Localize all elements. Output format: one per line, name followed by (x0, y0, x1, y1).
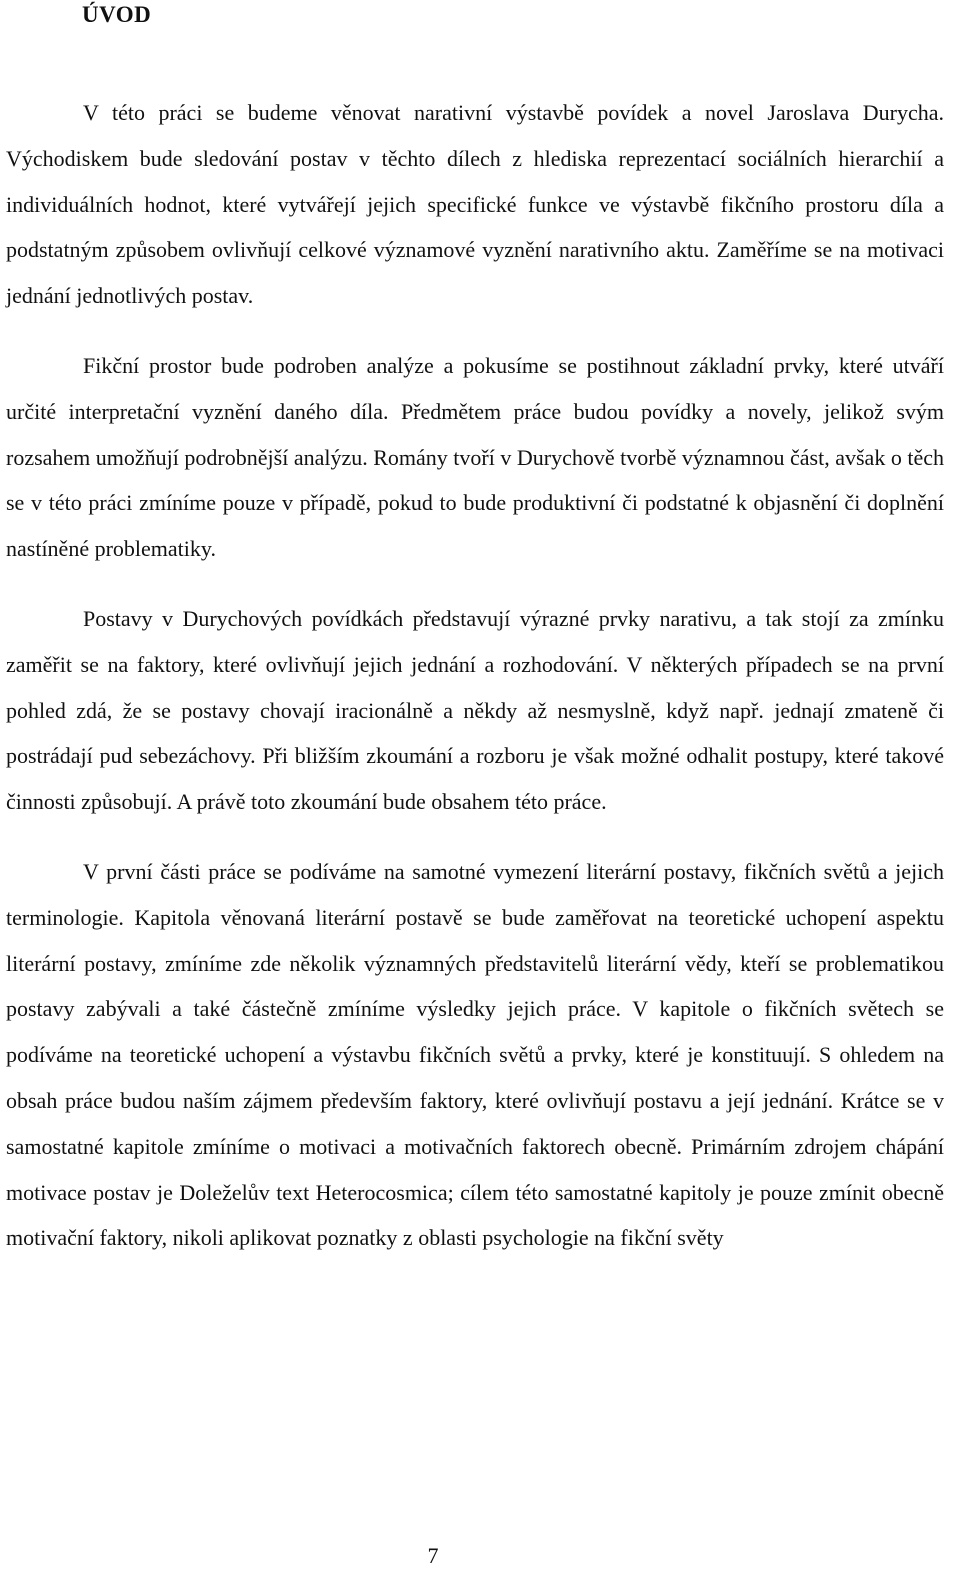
paragraph-1: V této práci se budeme věnovat narativní výstavbě povídek a novel Jaroslava Durycha. Východiskem bude sledování postav v těchto dílech z hlediska reprezentací sociálních hierarchií a individuálních hodnot, které vytvářejí jejich specifické funkce ve výstavbě fikčního prostoru díla a podstatným způsobem ovlivňují celkové významové vyznění narativního aktu. Zaměříme se na motivaci jednání jednotlivých postav. (6, 100, 944, 309)
body-text (6, 90, 944, 1261)
chapter-heading: ÚVOD (82, 2, 152, 27)
page-number: 7 (427, 1543, 439, 1568)
paragraph-2: Fikční prostor bude podroben analýze a pokusíme se postihnout základní prvky, které utváří určité interpretační vyznění daného díla. Předmětem práce budou povídky a novely, jelikož svým rozsahem umožňují podrobnější analýzu. Romány tvoří v Durychově tvorbě významnou část, avšak o těch se v této práci zmíníme pouze v případě, pokud to bude produktivní či podstatné k objasnění či doplnění nastíněné problematiky. (6, 352, 944, 562)
paragraph-3: Postavy v Durychových povídkách představují výrazné prvky narativu, a tak stojí za zmínku zaměřit se na faktory, které ovlivňují jejich jednání a rozhodování. V některých případech se na první pohled zdá, že se postavy chovají iracionálně a někdy až nesmyslně, když např. jednají zmateně či postrádají pud sebezáchovy. Při bližším zkoumání a rozboru je však možné odhalit postupy, které takové činnosti způsobují. A právě toto zkoumání bude obsahem této práce. (6, 605, 944, 815)
paragraph-4: V první části práce se podíváme na samotné vymezení literární postavy, fikčních světů a jejich terminologie. Kapitola věnovaná literární postavě se bude zaměřovat na teoretické uchopení aspektu literární postavy, zmíníme zde několik významných představitelů literární vědy, kteří se problematikou postavy zabývali a také částečně zmíníme výsledky jejich práce. V kapitole o fikčních světech se podíváme na teoretické uchopení a výstavbu fikčních světů a prvky, které je konstituují. S ohledem na obsah práce budou naším zájmem především faktory, které ovlivňují postavu a její jednání. Krátce se v samostatné kapitole zmíníme o motivaci a motivačních faktorech obecně. Primárním zdrojem chápání motivace postav je Doleželův text Heterocosmica; cílem této samostatné kapitoly je pouze zmínit obecně motivační faktory, nikoli aplikovat poznatky z oblasti psychologie na fikční světy (6, 858, 944, 1251)
